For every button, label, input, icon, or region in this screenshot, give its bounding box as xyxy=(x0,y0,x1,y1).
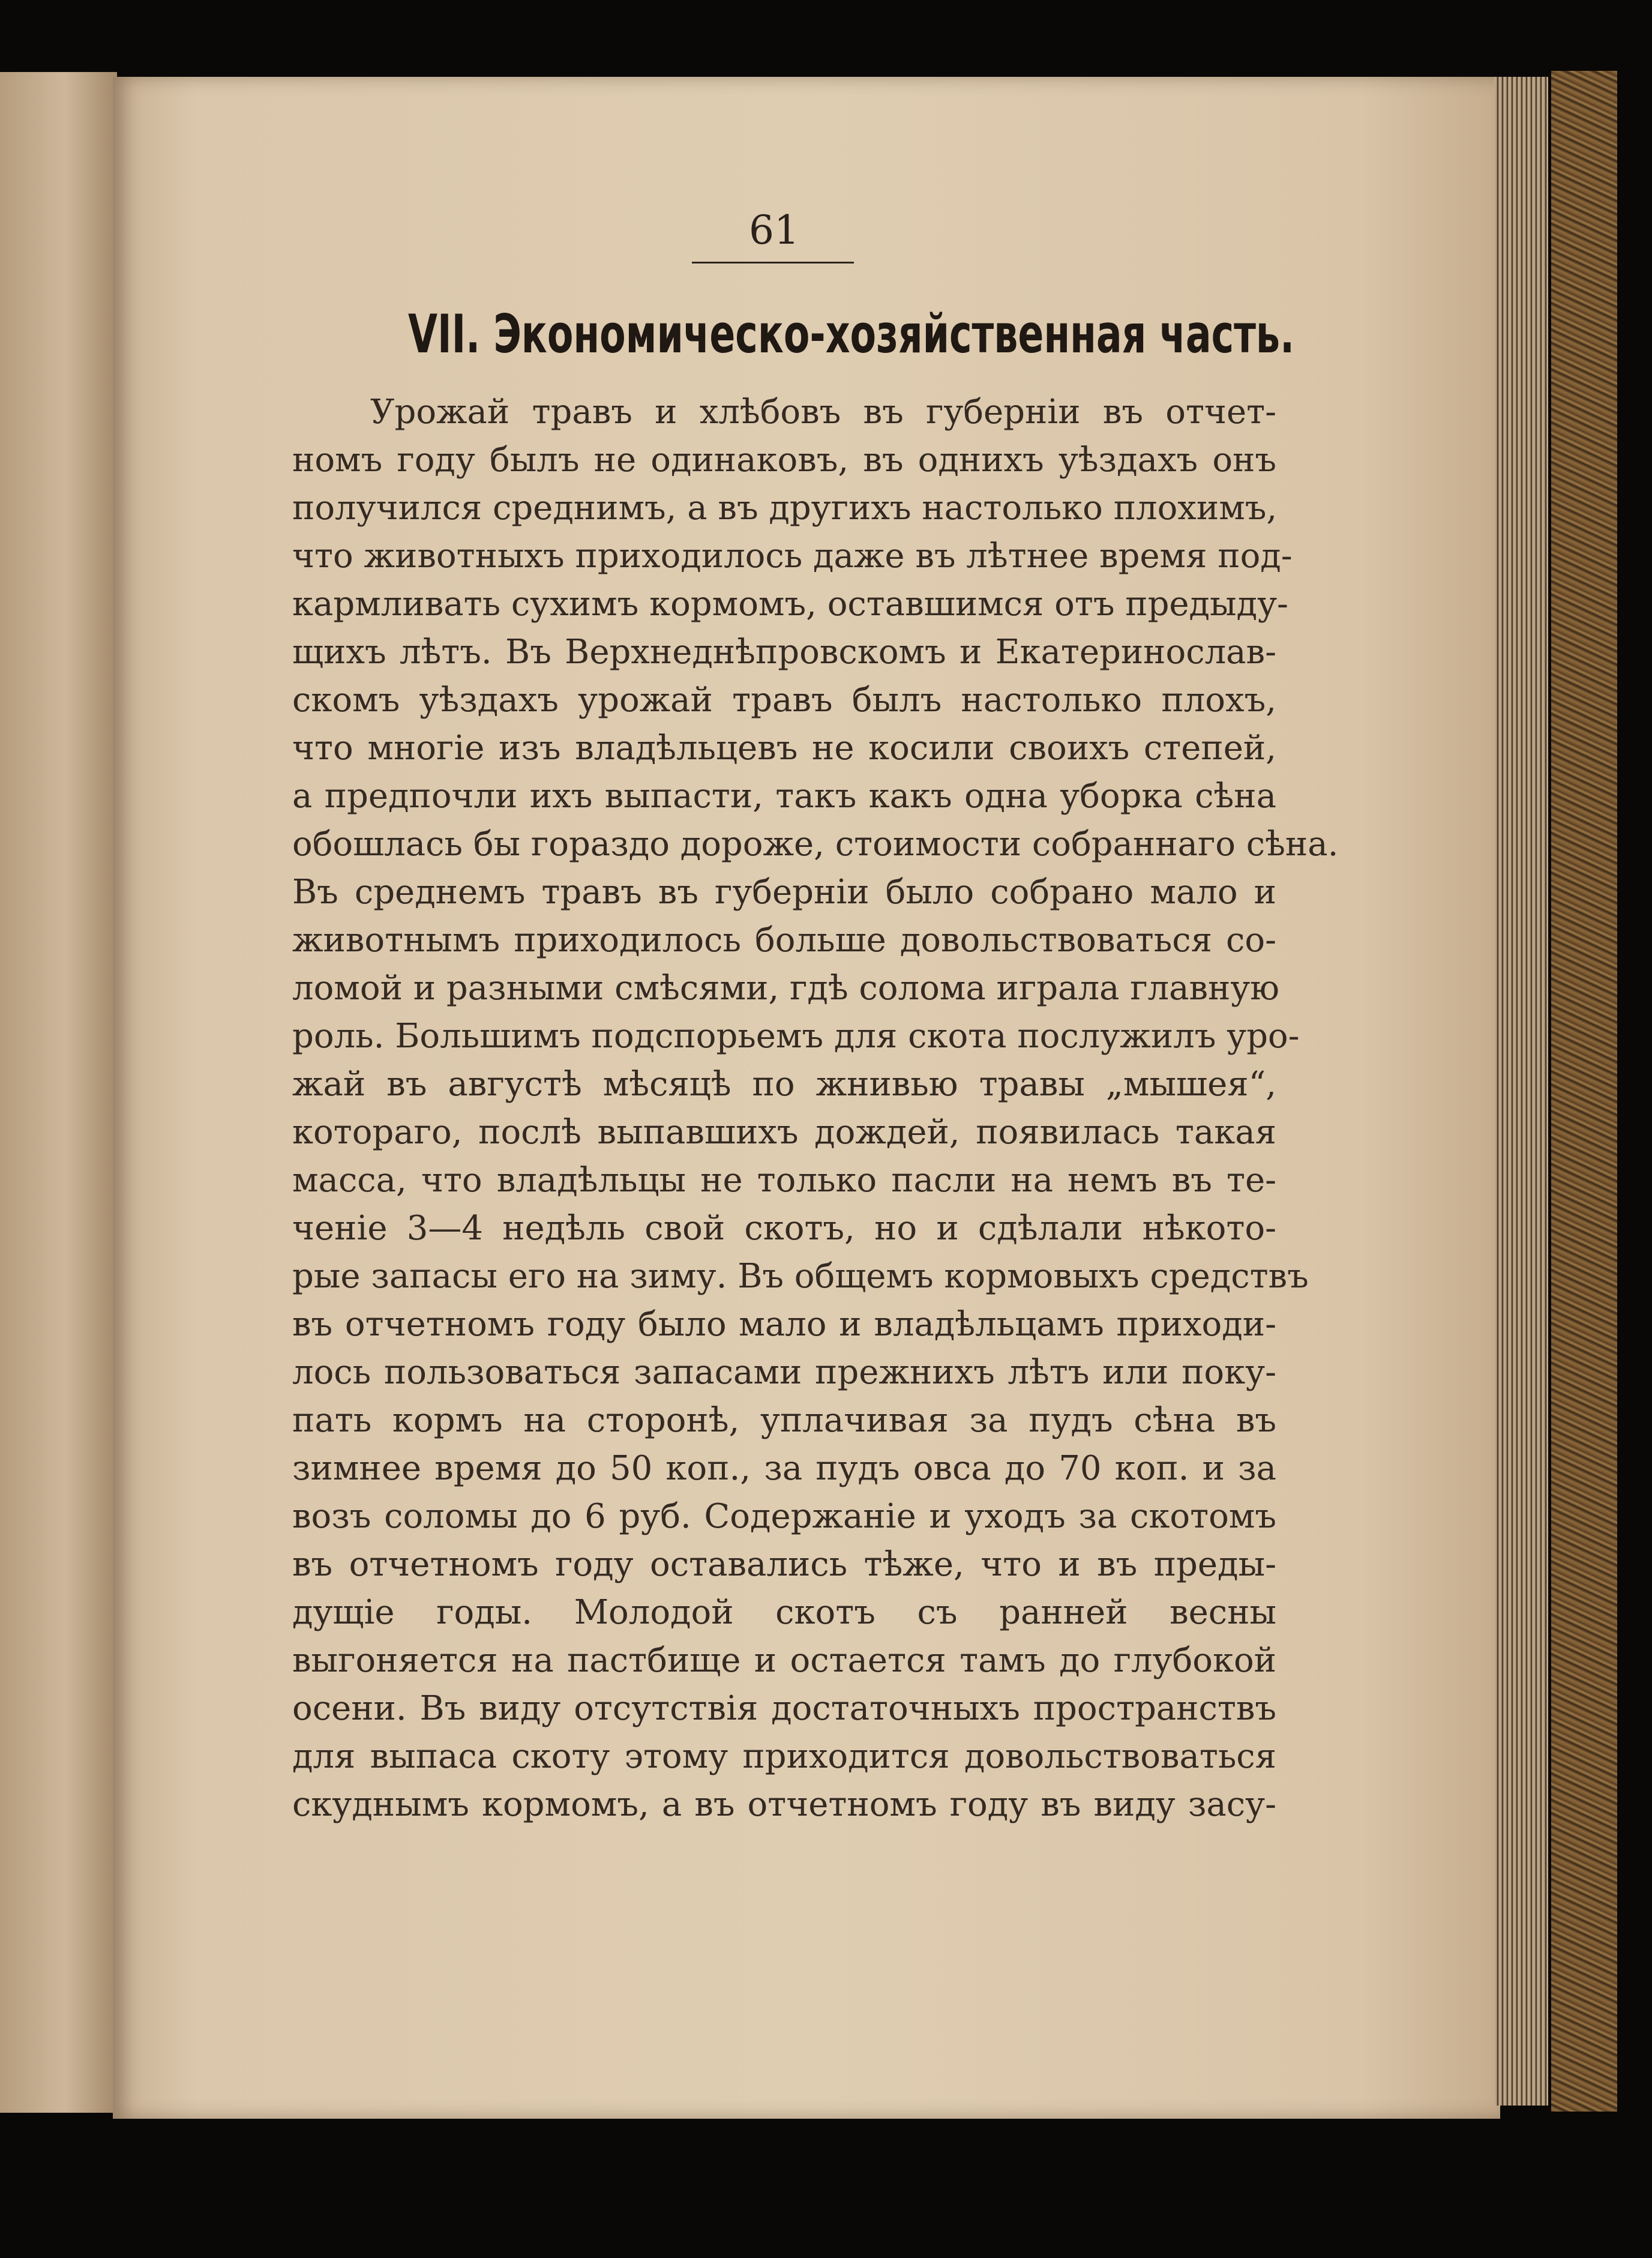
text-line: номъ году былъ не одинаковъ, въ однихъ уѣздахъ онъ xyxy=(292,441,1276,480)
page-number-rule xyxy=(692,262,854,263)
text-line: лось пользоваться запасами прежнихъ лѣтъ или поку- xyxy=(292,1353,1276,1392)
text-line: что животныхъ приходилось даже въ лѣтнее время под- xyxy=(292,537,1293,576)
text-line: жай въ августѣ мѣсяцѣ по жнивью травы „мышея“, xyxy=(292,1065,1276,1104)
text-line: роль. Большимъ подспорьемъ для скота послужилъ уро- xyxy=(292,1017,1300,1056)
text-line: осени. Въ виду отсутствія достаточныхъ пространствъ xyxy=(292,1689,1276,1728)
text-line: выгоняется на пастбище и остается тамъ до глубокой xyxy=(292,1641,1276,1680)
text-line: возъ соломы до 6 руб. Содержаніе и уходъ за скотомъ xyxy=(292,1497,1276,1536)
text-line: въ отчетномъ году оставались тѣже, что и въ преды- xyxy=(292,1545,1276,1584)
book-cover-edge xyxy=(1551,71,1617,2112)
text-line: получился среднимъ, а въ другихъ настолько плохимъ, xyxy=(292,489,1278,528)
text-line: масса, что владѣльцы не только пасли на немъ въ те- xyxy=(292,1161,1276,1200)
text-line: Урожай травъ и хлѣбовъ въ губерніи въ отчет- xyxy=(370,393,1276,432)
text-line: ченіе 3—4 недѣль свой скотъ, но и сдѣлали нѣкото- xyxy=(292,1209,1276,1248)
text-line: скомъ уѣздахъ урожай травъ былъ настолько плохъ, xyxy=(292,681,1276,720)
text-line: животнымъ приходилось больше довольствоваться со- xyxy=(292,921,1276,960)
left-page-edge xyxy=(0,72,117,2113)
text-line: скуднымъ кормомъ, а въ отчетномъ году въ виду засу- xyxy=(292,1785,1276,1824)
text-line: въ отчетномъ году было мало и владѣльцамъ приходи- xyxy=(292,1305,1276,1344)
text-line: Въ среднемъ травъ въ губерніи было собрано мало и xyxy=(292,873,1276,912)
page-stack-edge xyxy=(1494,77,1548,2106)
text-line: зимнее время до 50 коп., за пудъ овса до 70 коп. и за xyxy=(292,1449,1276,1488)
text-line: кармливать сухимъ кормомъ, оставшимся отъ предыду- xyxy=(292,585,1288,624)
text-line: обошлась бы гораздо дороже, стоимости собраннаго сѣна. xyxy=(292,825,1339,864)
text-line: котораго, послѣ выпавшихъ дождей, появилась такая xyxy=(292,1113,1276,1152)
text-line: щихъ лѣтъ. Въ Верхнеднѣпровскомъ и Екатеринослав- xyxy=(292,633,1276,672)
text-line: а предпочли ихъ выпасти, такъ какъ одна уборка сѣна xyxy=(292,777,1276,816)
section-heading: VII. Экономическо-хозяйственная часть. xyxy=(408,303,1295,365)
text-line: ломой и разными смѣсями, гдѣ солома играла главную xyxy=(292,969,1280,1008)
text-line: для выпаса скоту этому приходится довольствоваться xyxy=(292,1737,1276,1776)
text-line: дущіе годы. Молодой скотъ съ ранней весны xyxy=(292,1593,1276,1632)
page-number: 61 xyxy=(749,207,799,253)
text-line: рые запасы его на зиму. Въ общемъ кормовыхъ средствъ xyxy=(292,1257,1309,1296)
text-line: что многіе изъ владѣльцевъ не косили своихъ степей, xyxy=(292,729,1276,768)
text-line: пать кормъ на сторонѣ, уплачивая за пудъ сѣна въ xyxy=(292,1401,1276,1440)
body-text xyxy=(292,388,1339,1829)
